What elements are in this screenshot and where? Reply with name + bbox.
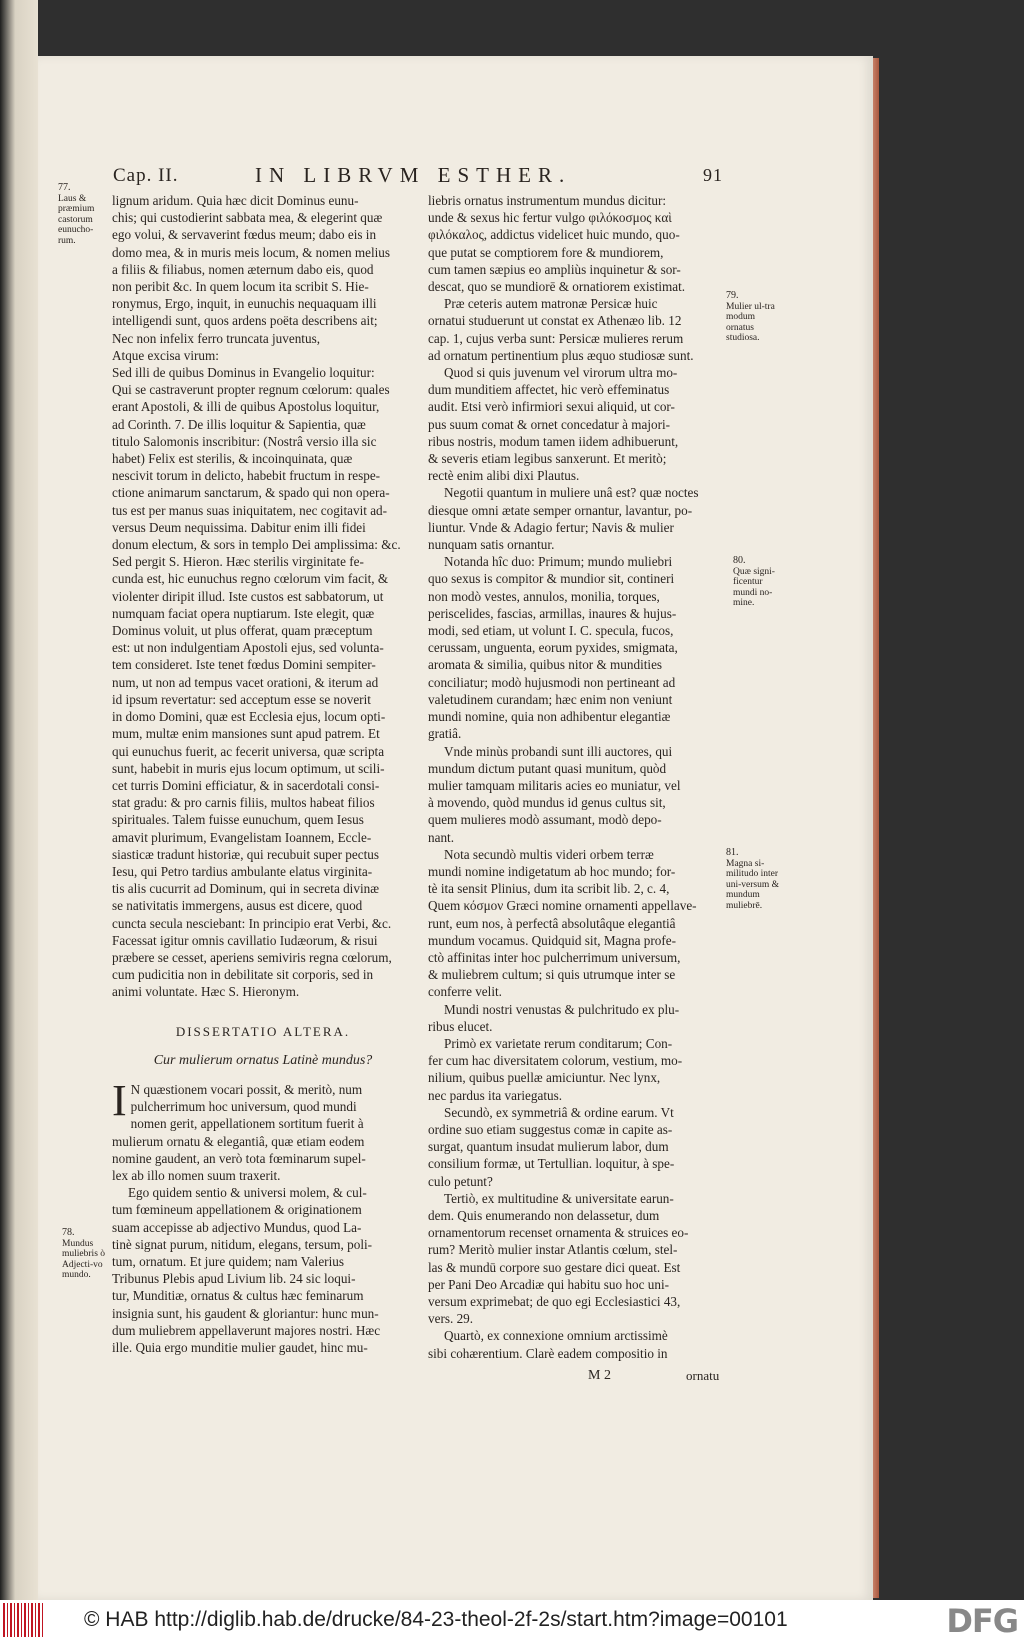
text-line: tem consideret. Iste tenet fœdus Domini sempiter- (112, 657, 376, 673)
text-line: Negotii quantum in muliere unâ est? quæ noctes (444, 485, 699, 501)
text-line: nomen gerit, appellationem sortitum fuerit à (130, 1116, 364, 1132)
text-line: Quem κόσμον Græci nomine ornamenti appellave- (428, 898, 697, 914)
text-line: Tertiò, ex multitudine & universitate earun- (444, 1190, 674, 1206)
text-line: ornamentorum recenset ornamenta & struices eo- (428, 1225, 689, 1241)
page-red-edge (873, 58, 879, 1598)
text-line: dem. Quis enumerando non delassetur, dum (428, 1207, 660, 1223)
text-line: suam accepisse ab adjectivo Mundus, quod La- (112, 1219, 362, 1235)
marginal-note-78: 78. Mundus muliebris ò Adjecti-vo mundo. (62, 1227, 106, 1280)
running-head (113, 163, 723, 191)
text-line: rum? Meritò mulier instar Atlantis cœlum, stel- (428, 1242, 678, 1258)
paragraph-lines (112, 1075, 414, 1184)
text-line: violenter diripit illud. Iste custos est sabbatorum, ut (112, 588, 384, 604)
text-line: ronymus, Ergo, inquit, in eunuchis nequaquam illi (112, 296, 377, 312)
text-line: audit. Etsi verò infirmiori sexui aliquid, ut cor- (428, 399, 675, 415)
text-line: Mundi nostri venustas & pulchritudo ex plu- (444, 1001, 680, 1017)
marginal-note-81: 81. Magna si-militudo inter uni-versum & mundum muliebrē. (726, 847, 780, 911)
text-line: numquam faciat opera nuptiarum. Iste elegit, quæ (112, 605, 375, 621)
text-line: nunquam satis ornantur. (428, 537, 555, 553)
text-line: sunt, habebit in muris ejus locum optimum, ut scili- (112, 760, 385, 776)
right-paragraph (428, 1104, 724, 1190)
text-line: liuntur. Vnde & Adagio fertur; Navis & mulier (428, 519, 674, 535)
text-line: & severis etiam legibus sanxerunt. Et meritò; (428, 451, 667, 467)
dissertation-heading: DISSERTATIO ALTERA. (175, 1023, 351, 1039)
previous-page-edge (0, 0, 38, 1600)
text-line: versus Deum nequissima. Dabitur enim illi fidei (112, 519, 366, 535)
text-line: cum pudicitia non in debilitate sit corporis, sed in (112, 967, 374, 983)
text-line: diesque omni ætate semper ornantur, lavantur, po- (428, 502, 693, 518)
text-line: Iesu, qui Petro tardius ambulante elatus virginita- (112, 863, 373, 879)
text-line: mundi nomine indigetatum ab hoc mundo; for- (428, 863, 676, 879)
text-line: ego volui, & servaverint fœdus meum; dabo eis in (112, 227, 377, 243)
hab-logo-icon (3, 1603, 45, 1637)
text-line: unde & sexus hic fertur vulgo φιλόκοσμος καὶ (428, 210, 672, 226)
text-line: las & mundū corpore suo gestare dici queat. Est (428, 1259, 681, 1275)
right-paragraph (428, 553, 724, 742)
text-line: mundum dictum putant quasi munitum, quòd (428, 760, 667, 776)
text-line: ornatui studuerunt ut constat ex Athenæo lib. 12 (428, 313, 682, 329)
text-line: periscelides, fascias, armillas, inaures & hujus- (428, 605, 677, 621)
text-line: Ego quidem sentio & universi molem, & cul- (128, 1185, 367, 1201)
marginal-note-79: 79. Mulier ul-tra modum ornatus studiosa. (726, 290, 775, 343)
drop-capital: I (112, 1075, 127, 1125)
text-line: mundum vocamus. Quidquid sit, Magna profe- (428, 932, 676, 948)
text-line: dum munditiem affectet, hic verò effeminatus (428, 382, 670, 398)
right-paragraph (428, 295, 724, 364)
text-line: habet) Felix est sterilis, & incoinquinata, quæ (112, 451, 353, 467)
text-line: sibi cohærentium. Clarè eadem compositio in (428, 1345, 668, 1361)
footer-credit[interactable]: © HAB http://diglib.hab.de/drucke/84-23-theol-2f-2s/start.htm?image=00101 (84, 1608, 788, 1631)
catchword: ornatu (686, 1368, 720, 1383)
text-line: domo mea, & in muris meis locum, & nomen melius (112, 244, 391, 260)
text-line: Primò ex varietate rerum conditarum; Con- (444, 1035, 673, 1051)
text-line: donum electum, & sors in templo Dei amplissima: &c. (112, 537, 401, 553)
text-line: Qui se castraverunt propter regnum cœlorum: quales (112, 382, 390, 398)
text-line: tum, ornatum. Et jure quidem; nam Valerius (112, 1253, 344, 1269)
text-line: culo petunt? (428, 1173, 493, 1189)
text-line: & muliebrem cultum; si quis utrumque inter se (428, 967, 676, 983)
text-line: tum fœmineum appellationem & originationem (112, 1202, 362, 1218)
text-line: quem mulieres modò assumant, modò depo- (428, 812, 662, 828)
page-number: 91 (703, 165, 723, 185)
text-line: qui eunuchus fuerit, ac fecerit universa, quæ scripta (112, 743, 385, 759)
text-line: valetudinem curandam; hæc enim non veniunt (428, 691, 673, 707)
text-line: siasticæ tradunt historiæ, qui recubuit super pectus (112, 846, 380, 862)
text-line: cerussam, unguenta, eorum pyxides, smigmata, (428, 640, 678, 656)
text-line: mulierum ornatu & elegantiâ, quæ etiam eodem (112, 1133, 365, 1149)
text-line: modi, sed etiam, ut volunt I. C. specula, fucos, (428, 623, 674, 639)
text-line: N quæstionem vocari possit, & meritò, num (130, 1081, 363, 1097)
right-paragraph (428, 1327, 724, 1361)
text-line: Vnde minùs probandi sunt illi auctores, qui (444, 743, 673, 759)
right-paragraph (428, 1035, 724, 1104)
text-line: lex ab illo nomen suum traxerit. (112, 1167, 281, 1183)
text-line: ctò affinitas inter hoc pulcherrimum universum, (428, 949, 681, 965)
text-line: præbere se cesset, aperiens semiviris regna cœlorum, (112, 949, 392, 965)
text-line: chis; qui custodierint sabbata mea, & elegerint quæ (112, 210, 383, 226)
text-line: surgat, quantum insudat mulierum labor, dum (428, 1139, 669, 1155)
text-line: id ipsum revertatur: sed acceptum esse se noverit (112, 691, 371, 707)
text-line: per Pani Deo Arcadiæ qui habitu suo hoc uni- (428, 1276, 669, 1292)
marginal-note-77: 77. Laus & præmium castorum eunucho-rum. (58, 182, 95, 246)
text-line: Atque excisa virum: (112, 347, 219, 363)
right-paragraph (428, 1001, 724, 1035)
text-line: gratiâ. (428, 726, 462, 742)
text-line: stat gradu: & pro carnis filiis, multos habeat filios (112, 795, 375, 811)
text-line: descat, quo se mundiorē & ornatiorem existimat. (428, 279, 686, 295)
question-heading: Cur mulierum ornatus Latinè mundus? (153, 1052, 373, 1068)
text-line: non modò vestes, annulos, monilia, torques, (428, 588, 660, 604)
text-line: est: ut non indulgentiam Apostoli ejus, sed volunta- (112, 640, 384, 656)
signature-mark: M 2 (588, 1368, 611, 1383)
text-line: nescivit torum in delicto, habebit fructum in respe- (112, 468, 381, 484)
text-line: conciliatur; modò hujusmodi non pertineant ad (428, 674, 676, 690)
text-line: tur, Munditiæ, ornatus & cultus hæc feminarum (112, 1288, 364, 1304)
text-line: in domo Domini, quæ est Ecclesia ejus, locum opti- (112, 709, 386, 725)
text-line: fer cum hac diversitatem colorum, vestium, mo- (428, 1053, 683, 1069)
text-line: Nota secundò multis videri orbem terræ (444, 846, 654, 862)
text-line: cunda est, hic eunuchus regno cœlorum vim facit, & (112, 571, 389, 587)
text-line: Nec non infelix ferro truncata juventus, (112, 330, 320, 346)
text-line: φιλόκαλος, addictus videlicet huic mundo, quo- (428, 227, 680, 243)
text-line: a filiis & filiabus, nomen æternum dabo eis, quod (112, 261, 374, 277)
text-line: Facessat igitur omnis cavillatio Iudæorum, & risui (112, 932, 378, 948)
right-column (428, 192, 724, 1362)
text-line: Tribunus Plebis apud Livium lib. 24 sic loqui- (112, 1271, 356, 1287)
right-paragraph (428, 743, 724, 846)
right-paragraph (428, 846, 724, 1001)
text-line: cet turris Domini efficiatur, & in sacerdotali consi- (112, 777, 380, 793)
text-line: tis alis cucurrit ad Dominum, qui in secreta divinæ (112, 881, 379, 897)
text-line: num, ut non ad tempus vacet orationi, & iterum ad (112, 674, 379, 690)
dropcap-paragraph (112, 1075, 414, 1184)
text-line: Sed pergit S. Hieron. Hæc sterilis virginitate fe- (112, 554, 364, 570)
text-line: cum tamen sæpius eo ampliùs inquinetur & sor- (428, 261, 681, 277)
text-line: Dominus voluit, ut plus offerat, quam præceptum (112, 623, 373, 639)
text-line: nilium, quibus puellæ amiciuntur. Nec lynx, (428, 1070, 661, 1086)
text-line: rectè enim alibi dixi Plautus. (428, 468, 580, 484)
text-line: se nativitatis immergens, ausus est dicere, quod (112, 898, 363, 914)
text-line: mulier tamquam militaris acies eo muniatur, vel (428, 777, 681, 793)
text-line: ribus elucet. (428, 1018, 493, 1034)
right-paragraph (428, 364, 724, 484)
text-line: ribus nostris, modum tamen iidem adhibuerunt, (428, 433, 679, 449)
text-line: animi voluntate. Hæc S. Hieronym. (112, 984, 300, 1000)
right-paragraph (428, 192, 724, 295)
text-line: Secundò, ex symmetriâ & ordine earum. Vt (444, 1104, 674, 1120)
text-line: non peribit &c. In quem locum ita scribit S. Hie- (112, 279, 369, 295)
text-line: que putat se comptiorem fore & mundiorem, (428, 244, 664, 260)
text-line: aromata & similia, quibus nitor & mundities (428, 657, 663, 673)
text-line: ctione animarum sanctarum, & spado qui non opera- (112, 485, 390, 501)
text-line: pulcherrimum hoc universum, quod mundi (130, 1099, 357, 1115)
text-line: Quod si quis juvenum vel virorum ultra mo- (444, 365, 678, 381)
text-line: pus suum comat & ornet concedatur à majori- (428, 416, 671, 432)
text-line: mundi nomine, quia non adhibentur elegantiæ (428, 709, 671, 725)
text-line: dum muliebrem appellaverunt majores nostri. Hæc (112, 1322, 381, 1338)
text-line: ad ornatum pertinentium plus æquo studiosæ sunt. (428, 347, 694, 363)
text-line: quo sexus is compitor & mundior sit, contineri (428, 571, 675, 587)
text-line: consilium formæ, ut Tertullian. loquitur, à spe- (428, 1156, 675, 1172)
text-line: à movendo, quòd mundus id genus cultus sit, (428, 795, 666, 811)
text-line: cuncta secula nesciebant: In principio erat Verbi, &c. (112, 915, 392, 931)
text-line: tinè signat purum, nitidum, elegans, tersum, poli- (112, 1236, 373, 1252)
text-line: spirituales. Talem fuisse eunuchum, quem Iesus (112, 812, 364, 828)
text-line: insignia sunt, his gaudent & gloriantur: hunc mun- (112, 1305, 379, 1321)
text-line: intelligendi sunt, quos ardens poëta describens ait; (112, 313, 378, 329)
marginal-note-80: 80. Quæ signi-ficentur mundi no-mine. (733, 555, 775, 608)
text-line: amavit plurimum, Evangelistam Ioannem, Eccle- (112, 829, 372, 845)
text-line: nec pardus ita variegatus. (428, 1087, 563, 1103)
text-line: nomine gaudent, an verò tota fœminarum supel- (112, 1150, 366, 1166)
text-line: Præ ceteris autem matronæ Persicæ huic (444, 296, 658, 312)
text-line: titulo Salomonis inscribitur: (Nostrâ versio illa sic (112, 433, 377, 449)
left-text-block (112, 192, 414, 1001)
text-line: mum, multæ enim mansiones sunt apud patrem. Et (112, 726, 380, 742)
text-line: tus est per manus suas iniquitatem, nec cogitavit ad- (112, 502, 388, 518)
text-line: Quartò, ex connexione omnium arctissimè (444, 1328, 668, 1344)
text-line: ordine suo etiam suggestus comæ in capite as- (428, 1121, 673, 1137)
text-line: lignum aridum. Quia hæc dicit Dominus eunu- (112, 193, 359, 208)
chapter-label: Cap. II. (113, 165, 179, 186)
right-paragraph (428, 484, 724, 553)
text-line: cap. 1, cujus verba sunt: Persicæ mulieres rerum (428, 330, 684, 346)
text-line: vers. 29. (428, 1311, 474, 1327)
book-title: IN LIBRVM ESTHER. (255, 163, 572, 187)
text-line: nant. (428, 829, 455, 845)
text-line: versum exprimebat; de quo egi Ecclesiastici 43, (428, 1294, 681, 1309)
text-line: conferre velit. (428, 984, 502, 1000)
right-paragraph (428, 1190, 724, 1328)
text-line: Sed illi de quibus Dominus in Evangelio loquitur: (112, 365, 375, 381)
paragraph-lines (112, 1184, 414, 1356)
left-column (112, 192, 414, 1356)
text-line: runt, eum nos, à perfectâ absolutâque elegantiâ (428, 915, 676, 931)
text-line: tè ita sensit Plinius, dum ita scribit lib. 2, c. 4, (428, 881, 670, 897)
dfg-logo: DFG (946, 1602, 1018, 1640)
text-line: ad Corinth. 7. De illis loquitur & Sapientia, quæ (112, 416, 366, 432)
footer-bar (0, 1600, 1024, 1640)
text-line: erant Apostoli, & illi de quibus Apostolus loquitur, (112, 399, 380, 415)
right-text-block (428, 192, 724, 1362)
text-line: Notanda hîc duo: Primum; mundo muliebri (444, 554, 673, 570)
text-line: liebris ornatus instrumentum mundus dicitur: (428, 193, 667, 208)
text-line: ille. Quia ergo munditie mulier gaudet, hinc mu- (112, 1340, 368, 1355)
